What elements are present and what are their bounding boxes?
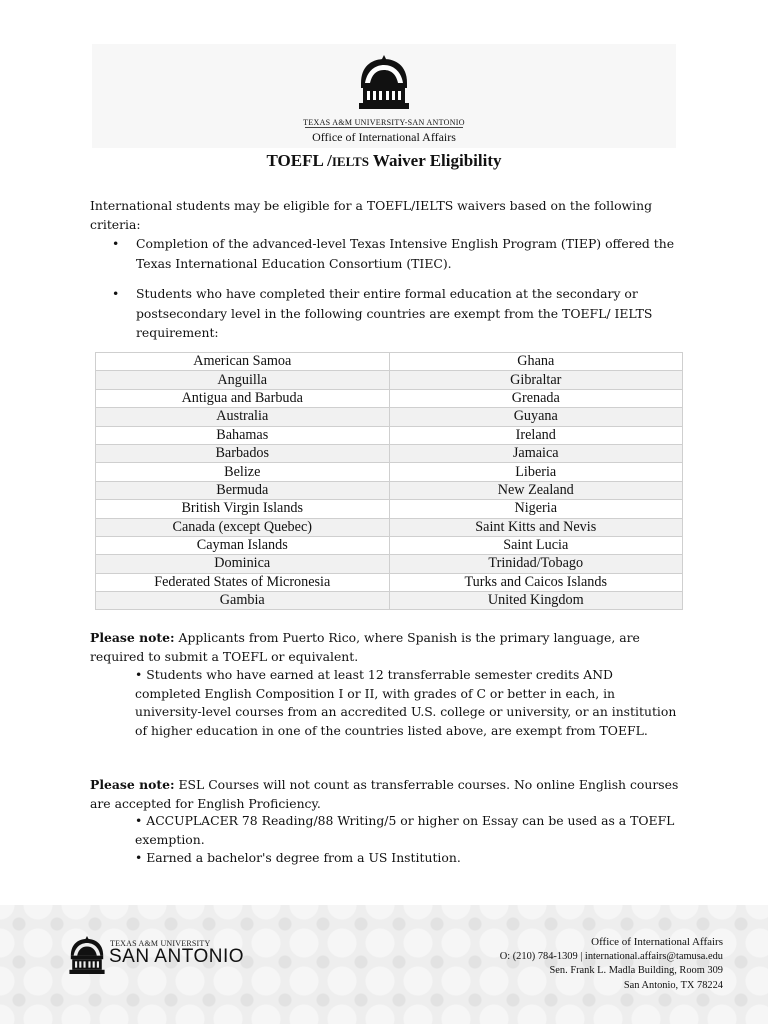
country-cell: Bermuda — [96, 481, 390, 499]
country-cell: Australia — [96, 408, 390, 426]
country-cell: Federated States of Micronesia — [96, 573, 390, 591]
country-cell: Bahamas — [96, 426, 390, 444]
country-cell: Anguilla — [96, 371, 390, 389]
table-row — [96, 536, 683, 554]
table-row — [96, 408, 683, 426]
table-row — [96, 555, 683, 573]
country-cell: New Zealand — [389, 481, 683, 499]
criteria-text: Students who have completed their entire formal education at the secondary or postsecondary level in the following countries are exempt from the TOEFL/ IELTS requirement: — [136, 286, 653, 340]
table-row — [96, 389, 683, 407]
country-cell: Belize — [96, 463, 390, 481]
table-row — [96, 353, 683, 371]
country-cell: Saint Kitts and Nevis — [389, 518, 683, 536]
title-part-waiver: Waiver Eligibility — [368, 151, 502, 170]
table-row — [96, 500, 683, 518]
criteria-list — [112, 234, 677, 343]
table-row — [96, 444, 683, 462]
footer-phone-email: O: (210) 784-1309 | international.affairs@tamusa.edu — [499, 950, 723, 962]
note-label: Please note: — [90, 630, 175, 645]
footer-contact-block — [500, 935, 723, 993]
note-text: Applicants from Puerto Rico, where Spanish is the primary language, are required to submit a TOEFL or equivalent. — [90, 630, 640, 664]
bullet-glyph: • — [112, 286, 120, 301]
table-row — [96, 592, 683, 610]
university-seal-logo — [357, 53, 411, 111]
table-row — [96, 481, 683, 499]
country-cell: Ghana — [389, 353, 683, 371]
bullet-glyph: • — [112, 236, 120, 251]
country-cell: Jamaica — [389, 444, 683, 462]
country-cell: Ireland — [389, 426, 683, 444]
country-cell: Dominica — [96, 555, 390, 573]
country-cell: Liberia — [389, 463, 683, 481]
header-divider — [305, 127, 463, 128]
footer-city: San Antonio, TX 78224 — [623, 979, 723, 991]
country-cell: Guyana — [389, 408, 683, 426]
country-cell: Cayman Islands — [96, 536, 390, 554]
country-cell: Barbados — [96, 444, 390, 462]
footer-university-small: TEXAS A&M UNIVERSITY — [110, 939, 211, 948]
country-cell: United Kingdom — [389, 592, 683, 610]
table-row — [96, 463, 683, 481]
country-cell: Saint Lucia — [389, 536, 683, 554]
footer-seal-logo — [68, 934, 106, 976]
criteria-item — [112, 234, 677, 273]
bachelors-exemption-item: • Earned a bachelor's degree from a US Institution. — [135, 850, 461, 865]
country-cell: American Samoa — [96, 353, 390, 371]
criteria-text: Completion of the advanced-level Texas Intensive English Program (TIEP) offered the Texas International Education Consortium (TIEC). — [136, 236, 675, 271]
footer-university-big: SAN ANTONIO — [109, 946, 245, 967]
country-cell: Canada (except Quebec) — [96, 518, 390, 536]
country-cell: Trinidad/Tobago — [389, 555, 683, 573]
country-cell: Antigua and Barbuda — [96, 389, 390, 407]
country-cell: Gambia — [96, 592, 390, 610]
page-title — [0, 151, 768, 171]
credits-exemption-item: • Students who have earned at least 12 transferrable semester credits AND completed English Composition I or II, with grades of C or better in each, in university-level courses from an accredited U.S. college or university, or an institution of higher education in one of the countries listed above, are exempt from TOEFL. — [135, 667, 677, 738]
table-row — [96, 426, 683, 444]
table-row — [96, 371, 683, 389]
accuplacer-exemption-item: • ACCUPLACER 78 Reading/88 Writing/5 or higher on Essay can be used as a TOEFL exemption. — [135, 813, 675, 847]
criteria-item — [112, 284, 677, 343]
table-row — [96, 518, 683, 536]
university-name: TEXAS A&M UNIVERSITY-SAN ANTONIO — [303, 118, 465, 127]
note-label: Please note: — [90, 777, 175, 792]
title-part-ielts: IELTS — [331, 154, 369, 169]
office-name: Office of International Affairs — [312, 130, 456, 144]
country-cell: Gibraltar — [389, 371, 683, 389]
footer-office-name: Office of International Affairs — [591, 936, 723, 948]
country-cell: Grenada — [389, 389, 683, 407]
puerto-rico-note — [90, 629, 680, 666]
country-cell: Turks and Caicos Islands — [389, 573, 683, 591]
table-row — [96, 573, 683, 591]
exempt-countries-table — [95, 352, 683, 610]
exemption-list — [135, 812, 680, 868]
note-text: ESL Courses will not count as transferrable courses. No online English courses are accepted for English Proficiency. — [90, 777, 679, 811]
title-part-toefl: TOEFL / — [266, 151, 332, 170]
country-cell: Nigeria — [389, 500, 683, 518]
footer-building: Sen. Frank L. Madla Building, Room 309 — [549, 965, 723, 976]
esl-courses-note — [90, 776, 680, 813]
intro-paragraph: International students may be eligible for a TOEFL/IELTS waivers based on the following criteria: — [90, 198, 653, 232]
country-cell: British Virgin Islands — [96, 500, 390, 518]
